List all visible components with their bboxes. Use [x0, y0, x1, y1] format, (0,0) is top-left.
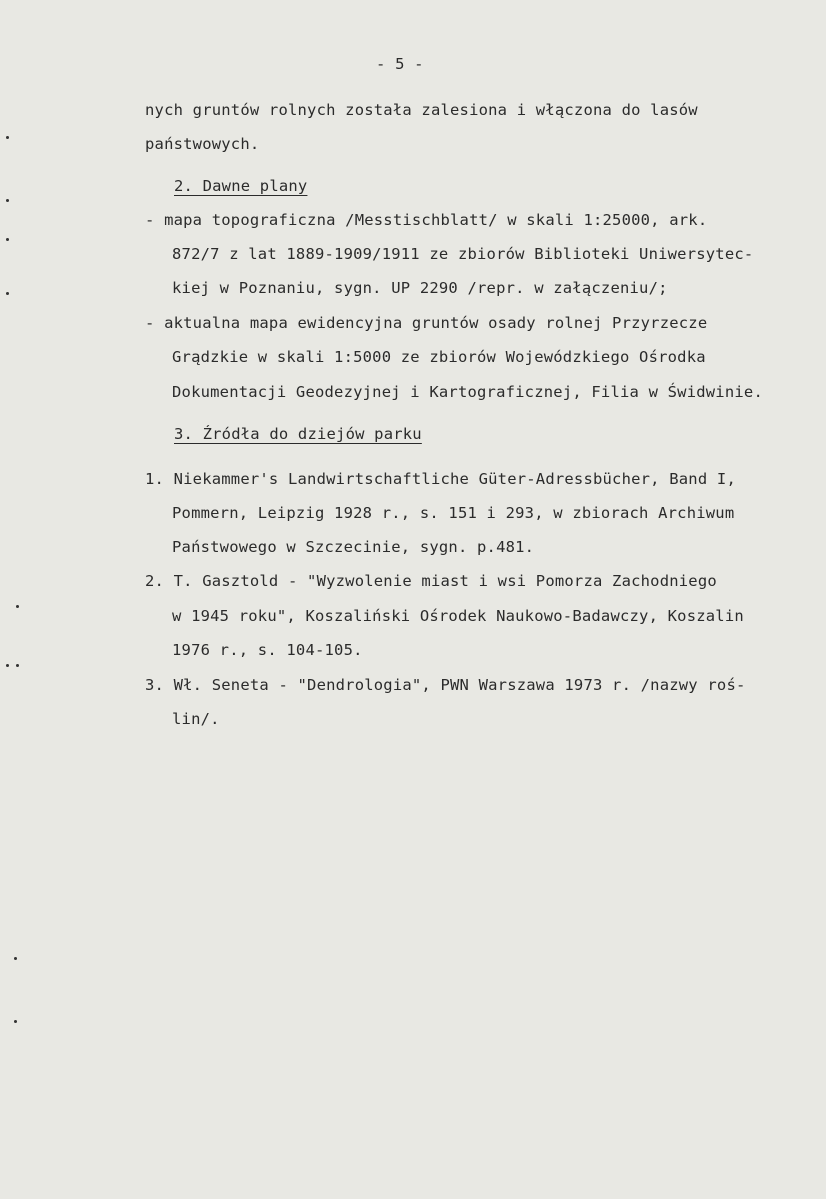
section-3-heading: 3. Źródła do dziejów parku	[174, 425, 422, 443]
section-2-line: - aktualna mapa ewidencyjna gruntów osady rolnej Przyrzecze	[145, 314, 708, 332]
section-2-line: Dokumentacji Geodezyjnej i Kartograficznej, Filia w Świdwinie.	[172, 383, 763, 401]
page-number: - 5 -	[376, 55, 424, 73]
section-2-line: Grądzkie w skali 1:5000 ze zbiorów Wojewódzkiego Ośrodka	[172, 348, 706, 366]
margin-speck	[6, 292, 9, 295]
intro-line-1: nych gruntów rolnych została zalesiona i włączona do lasów	[145, 101, 698, 119]
margin-speck	[6, 238, 9, 241]
intro-line-2: państwowych.	[145, 135, 260, 153]
section-3-line: 2. T. Gasztold - "Wyzwolenie miast i wsi Pomorza Zachodniego	[145, 572, 717, 590]
section-3-line: lin/.	[172, 710, 220, 728]
section-3-line: Pommern, Leipzig 1928 r., s. 151 i 293, w zbiorach Archiwum	[172, 504, 735, 522]
section-3-line: Państwowego w Szczecinie, sygn. p.481.	[172, 538, 535, 556]
margin-speck	[6, 136, 9, 139]
margin-speck	[14, 1020, 17, 1023]
margin-speck	[6, 199, 9, 202]
margin-speck	[16, 664, 19, 667]
margin-speck	[14, 957, 17, 960]
section-3-line: 1976 r., s. 104-105.	[172, 641, 363, 659]
section-2-line: - mapa topograficzna /Messtischblatt/ w skali 1:25000, ark.	[145, 211, 708, 229]
margin-speck	[16, 605, 19, 608]
section-2-heading: 2. Dawne plany	[174, 177, 308, 195]
section-3-line: 1. Niekammer's Landwirtschaftliche Güter-Adressbücher, Band I,	[145, 470, 736, 488]
margin-speck	[6, 664, 9, 667]
section-3-line: w 1945 roku", Koszaliński Ośrodek Naukowo-Badawczy, Koszalin	[172, 607, 744, 625]
section-3-line: 3. Wł. Seneta - "Dendrologia", PWN Warszawa 1973 r. /nazwy roś-	[145, 676, 746, 694]
section-2-line: kiej w Poznaniu, sygn. UP 2290 /repr. w załączeniu/;	[172, 279, 668, 297]
section-2-line: 872/7 z lat 1889-1909/1911 ze zbiorów Biblioteki Uniwersytec-	[172, 245, 754, 263]
